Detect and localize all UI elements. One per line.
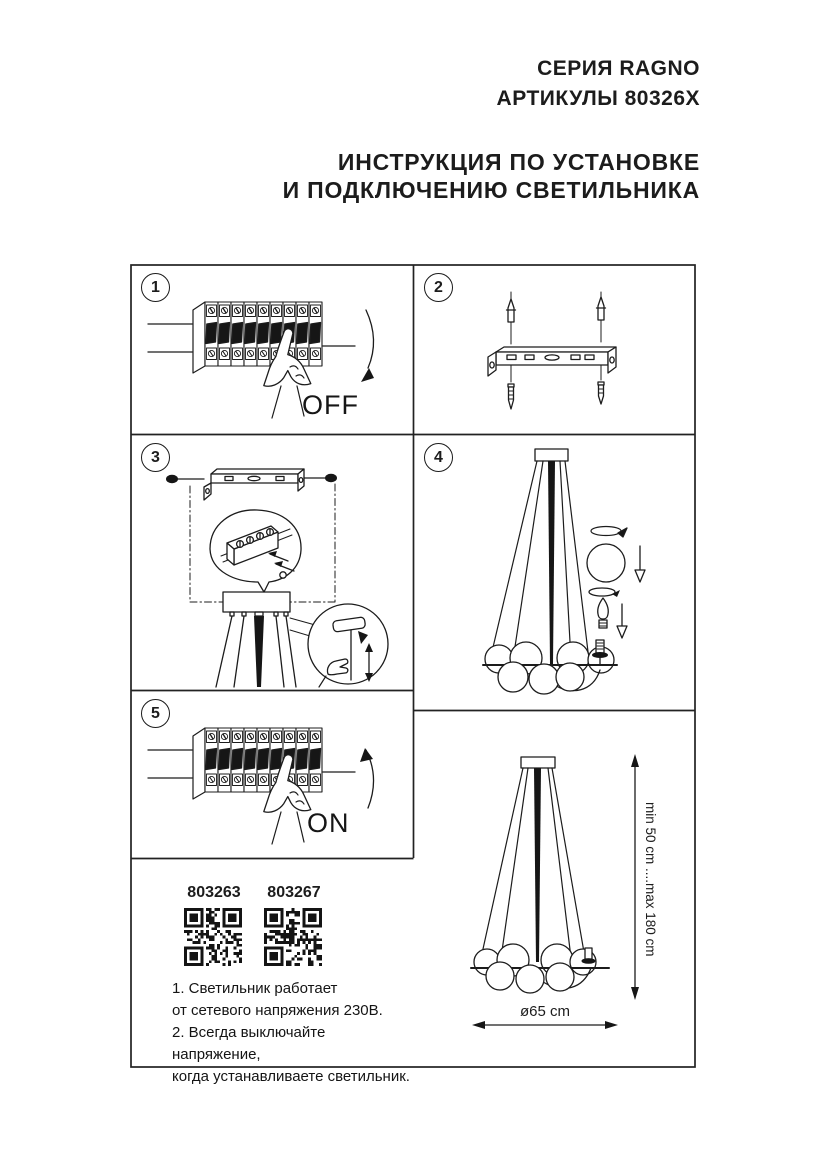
screw-icon <box>166 475 204 483</box>
mounting-bracket-illustration <box>413 264 696 434</box>
panel-step-4-assembly <box>413 434 696 710</box>
articles-title: АРТИКУЛЫ 80326X <box>496 87 700 110</box>
down-arrow-icon <box>635 546 645 582</box>
glass-globe-icon <box>587 544 625 582</box>
note-line: когда устанавливаете светильник. <box>172 1068 410 1085</box>
screw-icon <box>304 474 337 482</box>
screw-icon <box>598 382 604 404</box>
chandelier-assembly-illustration <box>413 434 696 710</box>
qr-code-803263 <box>184 908 242 966</box>
step-5-badge: 5 <box>141 699 170 728</box>
note-line: 2. Всегда выключайте напряжение, <box>172 1024 326 1063</box>
qr-and-notes-area <box>130 858 413 1085</box>
article-code-left: 803263 <box>187 884 241 901</box>
diameter-label: ø65 cm <box>519 1003 570 1020</box>
screw-icon <box>508 384 514 409</box>
step-2-badge: 2 <box>424 273 453 302</box>
safety-notes <box>172 978 413 1088</box>
series-title: СЕРИЯ RAGNO <box>537 57 700 80</box>
curved-down-arrow-icon <box>366 310 374 368</box>
article-code-right: 803267 <box>267 884 321 901</box>
instruction-title-line2: И ПОДКЛЮЧЕНИЮ СВЕТИЛЬНИКА <box>282 177 700 203</box>
instruction-figure <box>130 264 696 1085</box>
candle-bulb-icon <box>598 598 609 628</box>
panel-step-5-power-on <box>130 690 413 858</box>
panel-step-1-power-off <box>130 264 413 434</box>
note-line: от сетевого напряжения 230В. <box>172 1002 383 1019</box>
header <box>283 54 700 204</box>
qr-code-803267 <box>264 908 322 966</box>
wiring-detail-illustration <box>130 434 413 690</box>
step-4-badge: 4 <box>424 443 453 472</box>
height-range-label: min 50 cm ....max 180 cm <box>643 802 658 957</box>
panel-step-2-bracket <box>413 264 696 434</box>
off-label: OFF <box>302 390 359 420</box>
step-3-badge: 3 <box>141 443 170 472</box>
circuit-breaker-off-illustration <box>130 264 413 434</box>
circuit-breaker-on-illustration <box>130 690 413 858</box>
panel-step-3-wiring <box>130 434 413 690</box>
rotation-arrow-icon <box>589 588 615 596</box>
rotation-arrow-icon <box>591 527 627 538</box>
instruction-title <box>283 148 700 204</box>
diameter-dimension-arrow <box>472 1021 618 1029</box>
panel-dimensions <box>413 710 696 1068</box>
on-label: ON <box>307 808 350 838</box>
down-arrow-icon <box>617 604 627 638</box>
note-line: 1. Светильник работает <box>172 980 338 997</box>
instruction-title-line1: ИНСТРУКЦИЯ ПО УСТАНОВКЕ <box>337 149 700 175</box>
height-dimension-arrow <box>631 754 639 1000</box>
step-1-badge: 1 <box>141 273 170 302</box>
